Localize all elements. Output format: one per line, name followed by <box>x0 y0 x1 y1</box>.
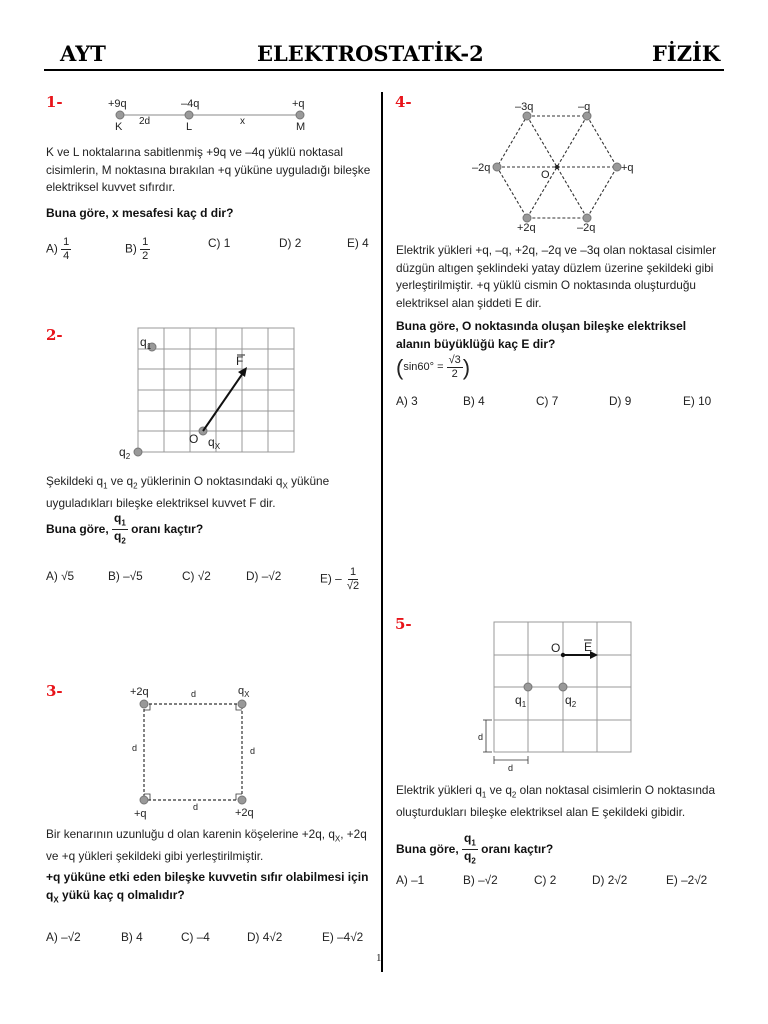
q2-options <box>46 566 376 600</box>
svg-text:qX: $q_X$ <box>208 435 221 451</box>
svg-text:O: O <box>541 169 550 181</box>
q2-text: Şekildeki $q_1$ ve $q_2$ yüklerinin O noktasındaki $q_X$ yüküne uyguladıkları bileşke elektriksel kuvvet F dir. <box>46 474 330 510</box>
q1-point-k: K <box>115 121 123 133</box>
q1-option-e[interactable]: E) 4 <box>347 236 369 250</box>
svg-text:q1: $q_1$ <box>140 335 152 351</box>
q4-question: Buna göre, O noktasında oluşan bileşke elektriksel alanın büyüklüğü kaç E dir? <box>396 319 687 351</box>
header-rule <box>44 69 724 71</box>
q1-dist-2d: 2d <box>139 116 151 127</box>
q5-number: 5- <box>395 615 412 633</box>
q3-option-c[interactable]: C) –4 <box>181 930 210 944</box>
q1-point-l: L <box>186 121 193 133</box>
q4-figure <box>465 98 645 233</box>
q1-figure <box>100 92 330 136</box>
q1-text: K ve L noktalarına sabitlenmiş +9q ve –4q yüklü noktasal cisimlerin, M noktasına bırakılan +q yüküne uyguladığı bileşke elektriksel kuvvet sıfırdır. <box>46 145 371 194</box>
q4-option-e[interactable]: E) 10 <box>683 394 712 408</box>
q2-option-a[interactable]: A) √5 <box>46 569 75 583</box>
q2-option-c[interactable]: C) √2 <box>182 569 211 583</box>
svg-text:+q: +q <box>134 808 147 820</box>
q1-charge-m: +q <box>292 98 305 110</box>
q3-option-a[interactable]: A) –√2 <box>46 930 81 944</box>
q1-options <box>46 228 376 262</box>
svg-text:+2q: +2q <box>130 686 149 698</box>
svg-text:d: d <box>193 802 199 812</box>
q5-option-e[interactable]: E) –2√2 <box>666 873 708 887</box>
svg-text:q2: $q_2$ <box>565 693 577 709</box>
q5-option-a[interactable]: A) –1 <box>396 873 425 887</box>
column-divider <box>381 92 383 972</box>
svg-text:F: F <box>236 354 244 368</box>
svg-text:O: O <box>551 641 561 655</box>
q2-option-b[interactable]: B) –√5 <box>108 569 143 583</box>
svg-text:q1: $q_1$ <box>515 693 527 709</box>
svg-text:d: d <box>250 746 256 756</box>
q1-dist-x: x <box>240 116 245 127</box>
q4-option-b[interactable]: B) 4 <box>463 394 485 408</box>
svg-text:+2q: +2q <box>517 222 536 233</box>
q5-options <box>396 873 726 893</box>
svg-text:–2q: –2q <box>577 222 596 233</box>
q3-text: Bir kenarının uzunluğu d olan karenin köşelerine +2q, $q_X$, +2q ve +q yükleri şekildeki gibi yerleştirilmiştir. <box>46 827 367 863</box>
q4-option-a[interactable]: A) 3 <box>396 394 418 408</box>
q3-option-d[interactable]: D) 4√2 <box>247 930 283 944</box>
page-number: 1 <box>376 952 382 964</box>
q1-charge-l: –4q <box>181 98 200 110</box>
q2-question: Buna göre, $\frac{q_1}{q_2}$ oranı kaçtır? <box>46 511 204 546</box>
q2-option-e[interactable]: E) – $\frac{1}{√2}$ <box>320 566 360 592</box>
q4-options <box>396 394 726 414</box>
q1-charge-k: +9q <box>108 98 127 110</box>
svg-text:qX: $q_X$ <box>238 685 250 699</box>
q5-option-c[interactable]: C) 2 <box>534 873 557 887</box>
q4-option-d[interactable]: D) 9 <box>609 394 632 408</box>
q5-question: Buna göre, $\frac{q_1}{q_2}$ oranı kaçtır? <box>396 831 554 866</box>
header-left: AYT <box>60 41 106 66</box>
q1-option-a[interactable]: A) $\frac{1}{4}$ <box>46 236 70 262</box>
q1-option-c[interactable]: C) 1 <box>208 236 231 250</box>
q3-number: 3- <box>46 682 63 700</box>
q3-option-e[interactable]: E) –4√2 <box>322 930 364 944</box>
q1-question: Buna göre, x mesafesi kaç d dir? <box>46 206 234 220</box>
svg-text:+2q: +2q <box>235 807 254 819</box>
svg-text:–q: –q <box>578 101 591 113</box>
q1-point-m: M <box>296 121 306 133</box>
svg-text:d: d <box>478 732 484 742</box>
svg-text:+q: +q <box>621 162 634 174</box>
svg-text:d: d <box>508 763 514 773</box>
q2-number: 2- <box>46 326 63 344</box>
q1-option-b[interactable]: B) $\frac{1}{2}$ <box>125 236 149 262</box>
q3-question: +q yüküne etki eden bileşke kuvvetin sıfır olabilmesi için $q_X$ yükü kaç q olmalıdır? <box>46 870 369 904</box>
svg-text:d: d <box>132 743 138 753</box>
q3-options <box>46 930 376 950</box>
q2-option-d[interactable]: D) –√2 <box>246 569 282 583</box>
q4-hint: (sin60° = $\frac{√3}{2}$ ) <box>396 354 471 380</box>
q5-option-d[interactable]: D) 2√2 <box>592 873 628 887</box>
svg-text:q2: $q_2$ <box>119 445 131 461</box>
q4-number: 4- <box>395 93 412 111</box>
svg-text:d: d <box>191 689 197 699</box>
svg-text:–3q: –3q <box>515 101 534 113</box>
header-title: ELEKTROSTATİK-2 <box>257 41 484 66</box>
q5-option-b[interactable]: B) –√2 <box>463 873 498 887</box>
svg-text:E: E <box>584 640 593 654</box>
q1-option-d[interactable]: D) 2 <box>279 236 302 250</box>
header-right: FİZİK <box>652 41 721 66</box>
q5-text: Elektrik yükleri $q_1$ ve $q_2$ olan noktasal cisimlerin O noktasında oluşturdukları bileşke elektriksel alan E şekildeki gibidir. <box>396 783 716 819</box>
svg-text:O: O <box>189 432 199 446</box>
q3-option-b[interactable]: B) 4 <box>121 930 143 944</box>
q1-number: 1- <box>46 93 63 111</box>
q3-figure <box>120 680 270 820</box>
q2-figure <box>110 320 300 465</box>
q5-figure <box>470 618 640 776</box>
svg-text:–2q: –2q <box>472 162 491 174</box>
q4-option-c[interactable]: C) 7 <box>536 394 559 408</box>
q4-text: Elektrik yükleri +q, –q, +2q, –2q ve –3q olan noktasal cisimler düzgün altıgen şeklindeki yatay düzlem üzerine şekildeki gibi yerleştirilmiştir. +q yüklü cismin O noktasında oluşturduğu elektriksel alan şiddeti E dir. <box>396 243 716 310</box>
